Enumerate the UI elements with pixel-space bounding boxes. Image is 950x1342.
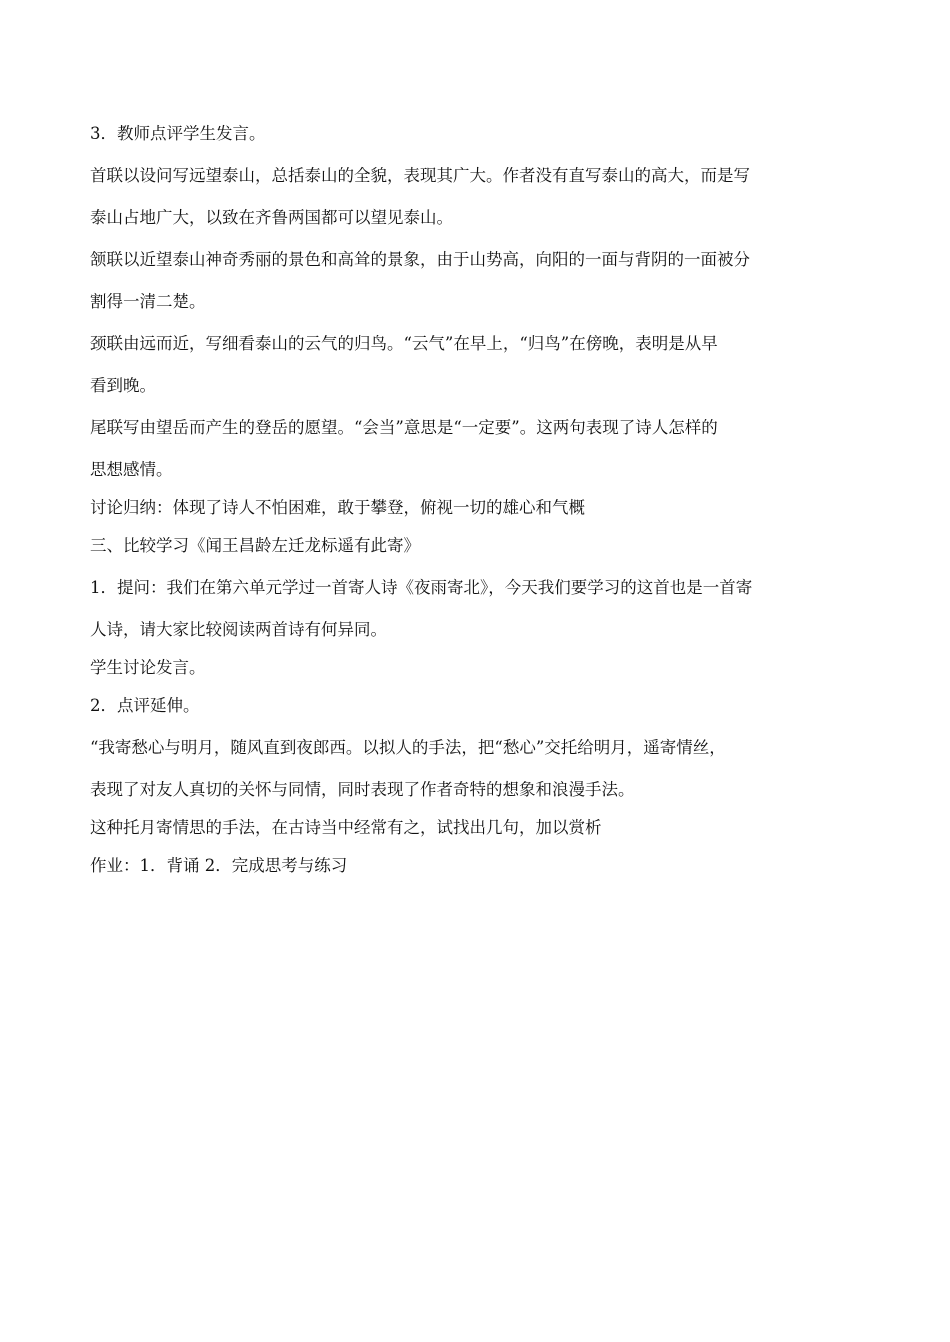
- document-body: [90, 115, 865, 885]
- section-heading: 三、比较学习《闻王昌龄左迁龙标遥有此寄》: [90, 536, 420, 555]
- step-heading-3: 3．教师点评学生发言。: [90, 124, 266, 143]
- paragraph-line: 思想感情。: [90, 460, 173, 479]
- paragraph-line: 讨论归纳：体现了诗人不怕困难，敢于攀登，俯视一切的雄心和气概: [90, 498, 585, 517]
- paragraph-line: 学生讨论发言。: [90, 658, 206, 677]
- homework-line: 作业：1．背诵 2．完成思考与练习: [90, 856, 348, 875]
- paragraph-line: 表现了对友人真切的关怀与同情，同时表现了作者奇特的想象和浪漫手法。: [90, 780, 635, 799]
- paragraph-line: 泰山占地广大，以致在齐鲁两国都可以望见泰山。: [90, 208, 453, 227]
- paragraph-line: 割得一清二楚。: [90, 292, 206, 311]
- paragraph-line: “我寄愁心与明月，随风直到夜郎西。以拟人的手法，把“愁心”交托给明月，遥寄情丝，: [90, 738, 726, 757]
- paragraph-line: 首联以设问写远望泰山，总括泰山的全貌，表现其广大。作者没有直写泰山的高大，而是写: [90, 166, 750, 185]
- paragraph-line: 这种托月寄情思的手法，在古诗当中经常有之，试找出几句，加以赏析: [90, 818, 602, 837]
- paragraph-line: 尾联写由望岳而产生的登岳的愿望。“会当”意思是“一定要”。这两句表现了诗人怎样的: [90, 418, 718, 437]
- paragraph-line: 颔联以近望泰山神奇秀丽的景色和高耸的景象，由于山势高，向阳的一面与背阴的一面被分: [90, 250, 750, 269]
- paragraph-line: 看到晚。: [90, 376, 156, 395]
- paragraph-line: 1．提问：我们在第六单元学过一首寄人诗《夜雨寄北》，今天我们要学习的这首也是一首寄: [90, 578, 753, 597]
- paragraph-line: 人诗，请大家比较阅读两首诗有何异同。: [90, 620, 387, 639]
- step-heading-2: 2．点评延伸。: [90, 696, 200, 715]
- paragraph-line: 颈联由远而近，写细看泰山的云气的归鸟。“云气”在早上，“归鸟”在傍晚，表明是从早: [90, 334, 718, 353]
